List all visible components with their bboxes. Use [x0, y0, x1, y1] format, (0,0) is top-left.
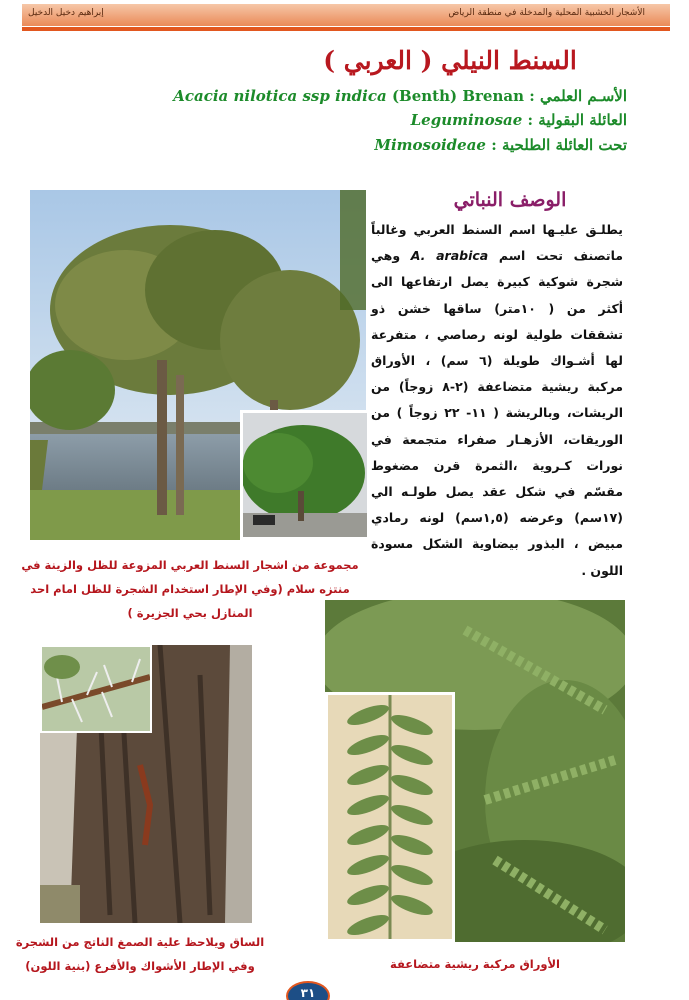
- leaf-inset-image: [328, 695, 452, 939]
- description-part-1: يطلـق عليـها اسم السنط العربي وغالباً: [371, 222, 623, 237]
- scientific-name-row: [150, 87, 627, 105]
- book-title: الأشجار الخشبية المحلية والمدخلة في منطقة الرياض: [448, 8, 645, 18]
- scientific-name-latin: Acacia nilotica ssp indica: [173, 87, 387, 105]
- leaves-caption: الأوراق مركبة ريشية متضاعفة: [389, 957, 561, 971]
- subfamily-latin: Mimosoideae: [374, 136, 486, 154]
- description-part-2: ماتصنف تحت اسم: [498, 248, 624, 264]
- family-row: [150, 111, 627, 129]
- description-latin: A. arabica: [410, 248, 489, 264]
- thorns-inset: [40, 645, 152, 733]
- description-heading: الوصف النباتي: [453, 189, 567, 211]
- page-title: السنط النيلي ( العربي ): [323, 46, 577, 75]
- scientific-authority: (Benth) Brenan: [391, 87, 524, 105]
- family-label: العائلة البقولية :: [527, 111, 627, 129]
- trees-caption: مجموعة من اشجار السنط العربي المزوعة للظل والزينة في منتزه سلام (وفي الإطار استخدام الشجرة للظل امام احد المنازل بحي الجزيرة ): [21, 558, 359, 620]
- subfamily-label: تحت العائلة الطلحية :: [491, 136, 627, 154]
- header-rule: [22, 27, 670, 31]
- author-name: إبراهيم دخيل الدخيل: [28, 8, 104, 18]
- family-latin: Leguminosae: [410, 111, 523, 129]
- trunk-caption: الساق ويلاحظ علية الصمغ الناتج من الشجرة وفي الإطار الأشواك والأفرع (بنية اللون): [15, 935, 265, 973]
- house-tree-inset-image: [243, 413, 367, 537]
- scientific-name-label: الأسـم العلمي :: [529, 87, 627, 105]
- subfamily-row: [150, 136, 627, 154]
- leaf-inset: [325, 692, 455, 942]
- description-part-4: شجرة شوكية كبيرة يصل ارتفاعها الى أكثر من ( ١٠متر) ساقها خشن ذو تشققات طولية لونه رصاصي ، متفرعة لها أشـواك طويلة (٦ سم) ، الأوراق مركبة ريشية متضاعفة (٢-٨ زوجاً) من الريشات، وبالريشة ( ١١- ٢٢ زوجاً ) من الوريقات، الأزهـار صفراء متجمعة في نورات كـروية ،الثمرة قرن مضغوط مقسّم في شكل عقد يصل طولـه الي (١٧سم) وعرضه (١,٥سم) لونه رمادي مبيض ، البذور بيضاوية الشكل مسودة اللون .: [371, 274, 623, 578]
- description-part-3: وهي: [371, 248, 401, 264]
- description-body: [371, 217, 623, 584]
- house-tree-inset: [240, 410, 370, 540]
- thorns-inset-image: [42, 647, 150, 731]
- page-number: ٣١: [286, 981, 330, 1000]
- page-header: [0, 0, 689, 32]
